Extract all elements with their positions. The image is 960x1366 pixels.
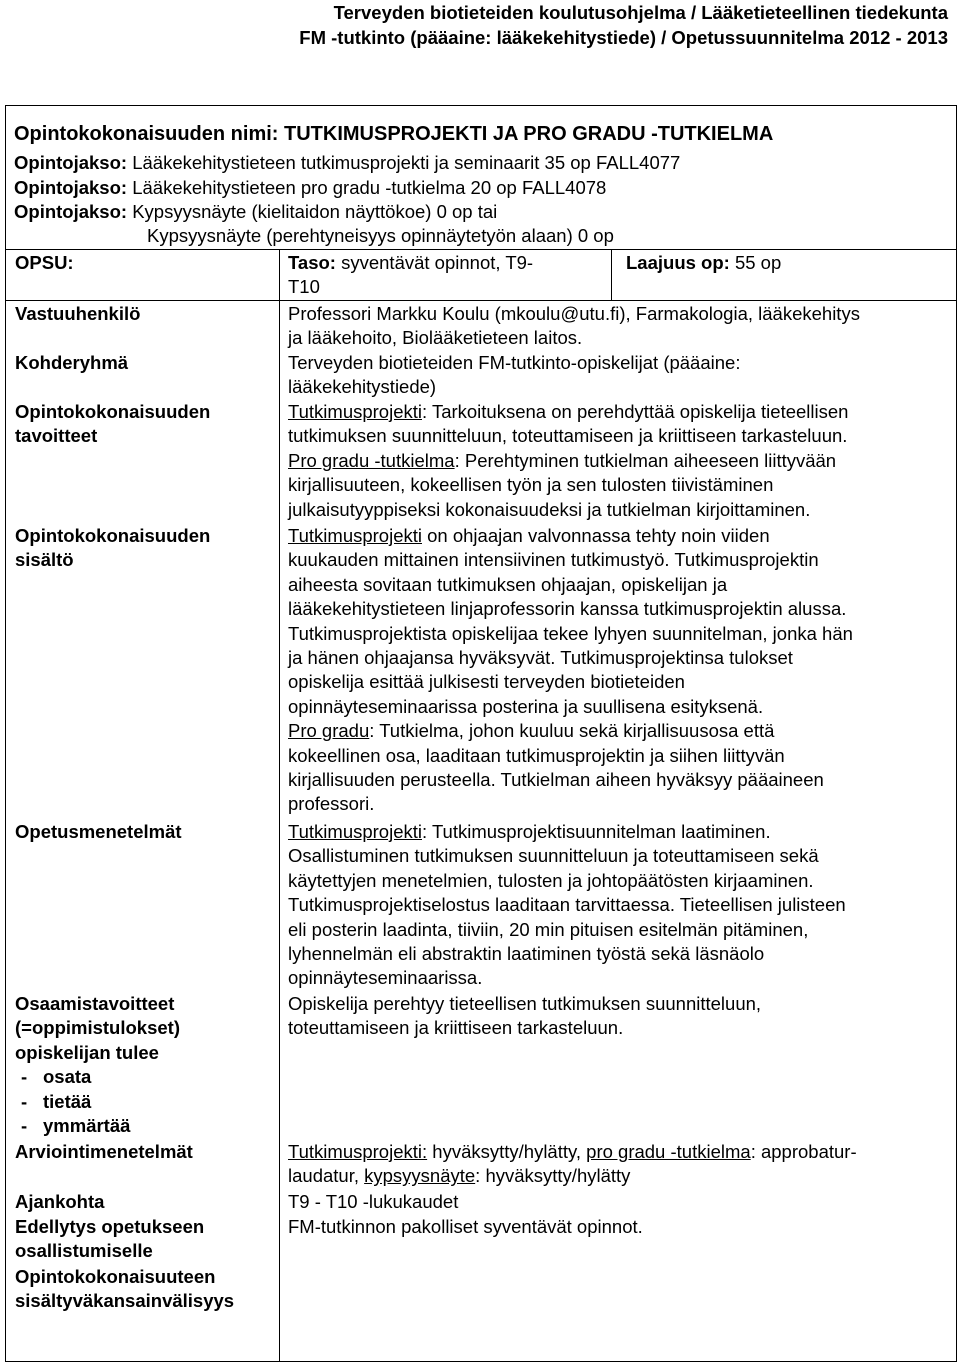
vastuuhenkilo-label: Vastuuhenkilö xyxy=(15,303,141,324)
laajuus-value: 55 op xyxy=(734,252,782,273)
label-line: Opintokokonaisuuden xyxy=(15,401,211,422)
opetus-line xyxy=(288,820,846,844)
course-2: Lääkekehitystieteen pro gradu -tutkielma 20 op FALL4078 xyxy=(132,177,607,198)
kypsyysnayte-term: kypsyysnäyte xyxy=(364,1165,476,1187)
document-header xyxy=(299,0,948,50)
outcome-item: - ymmärtää xyxy=(15,1114,180,1138)
sisalto-line: opiskelija esittää julkisesti terveyden biotieteiden xyxy=(288,671,685,693)
kohderyhma-label: Kohderyhmä xyxy=(15,352,129,373)
tutkimusprojekti-term: Tutkimusprojekti: xyxy=(288,1141,428,1162)
opetus-line: Tutkimusprojektiselostus laaditaan tarvittaessa. Tieteellisen julisteen xyxy=(288,894,846,916)
sisalto-line: kuukauden mittainen intensiivinen tutkimustyö. Tutkimusprojektin xyxy=(288,549,819,571)
tavoitteet-line: kirjallisuuteen, kokeellisen työn ja sen tulosten tiivistäminen xyxy=(288,474,774,496)
tavoitteet-line xyxy=(288,449,848,473)
course-label: Opintojakso: xyxy=(14,152,128,173)
text-span: laudatur, xyxy=(288,1165,359,1187)
osaamis-line: toteuttamiseen ja kriittiseen tarkasteluun. xyxy=(288,1017,624,1039)
row-divider xyxy=(6,300,956,301)
sisalto-line: kokeellinen osa, laaditaan tutkimusprojektin ja siihen liittyvän xyxy=(288,744,785,766)
tavoitteet-line: julkaisutyyppiseksi kokonaisuudeksi ja tutkielman kirjoittaminen. xyxy=(288,498,811,520)
opetusmenetelmat-label: Opetusmenetelmät xyxy=(15,821,182,842)
label-line: Edellytys opetukseen xyxy=(15,1216,205,1237)
edellytys-label xyxy=(15,1215,204,1264)
outcome-item: - osata xyxy=(15,1065,180,1089)
label-line: osallistumiselle xyxy=(15,1240,153,1262)
sisalto-line: ja hänen ohjaajansa hyväksyvät. Tutkimusprojektinsa tulokset xyxy=(288,647,793,669)
text-span: : hyväksytty/hylätty xyxy=(475,1165,631,1187)
laajuus-row xyxy=(626,251,781,275)
text-span: : Tutkimusprojektisuunnitelman laatiminen. xyxy=(422,821,771,842)
text-span: : Tarkoituksena on perehdyttää opiskelija tieteellisen xyxy=(422,401,849,422)
opetusmenetelmat-value xyxy=(288,820,846,991)
outcome-list xyxy=(15,1065,180,1138)
header-line-2: FM -tutkinto (pääaine: lääkekehitystiede) / Opetussuunnitelma 2012 - 2013 xyxy=(299,27,948,48)
vastuuhenkilo-line: Professori Markku Koulu (mkoulu@utu.fi), Farmakologia, lääkekehitys xyxy=(288,303,860,324)
tavoitteet-label xyxy=(15,400,210,449)
ajankohta-label: Ajankohta xyxy=(15,1191,105,1212)
text-span: : Tutkielma, johon kuuluu sekä kirjallisuusosa että xyxy=(369,720,775,742)
arviointi-line xyxy=(288,1140,857,1164)
label-line: Opintokokonaisuuden xyxy=(15,525,211,546)
label-line: sisältö xyxy=(15,549,74,571)
tavoitteet-line: tutkimuksen suunnitteluun, toteuttamiseen ja kriittiseen tarkasteluun. xyxy=(288,425,848,447)
course-3b: Kypsyysnäyte (perehtyneisyys opinnäytetyön alaan) 0 op xyxy=(147,225,614,246)
row-divider xyxy=(6,249,956,250)
opetus-line: Osallistuminen tutkimuksen suunnitteluun ja toteuttamiseen sekä xyxy=(288,845,819,867)
text-span: on ohjaajan valvonnassa tehty noin viiden xyxy=(422,525,770,546)
sisalto-value xyxy=(288,524,853,817)
label-line: opiskelijan tulee xyxy=(15,1041,159,1063)
arviointi-value xyxy=(288,1140,857,1189)
taso-value-2: T10 xyxy=(288,276,320,297)
title-label: Opintokokonaisuuden nimi: xyxy=(14,123,279,145)
kohderyhma-value xyxy=(288,351,740,400)
sisalto-line: opinnäyteseminaarissa posterina ja suullisena esityksenä. xyxy=(288,695,764,717)
column-divider xyxy=(279,249,280,300)
label-line: (=oppimistulokset) xyxy=(15,1017,180,1039)
text-span: : approbatur- xyxy=(750,1141,857,1162)
text-span: : Perehtyminen tutkielman aiheeseen liittyvään xyxy=(454,449,837,471)
course-label: Opintojakso: xyxy=(14,201,128,222)
curriculum-table xyxy=(5,105,957,1362)
label-line: tavoitteet xyxy=(15,425,98,447)
course-row-1 xyxy=(14,151,680,175)
sisalto-line: kirjallisuuden perusteella. Tutkielman aiheen hyväksyy pääaineen xyxy=(288,769,824,791)
sisalto-line: lääkekehitystieteen linjaprofessorin kanssa tutkimusprojektin alussa. xyxy=(288,598,847,620)
tutkimusprojekti-term: Tutkimusprojekti xyxy=(288,821,422,842)
column-divider xyxy=(279,300,280,1361)
label-line: Osaamistavoitteet xyxy=(15,993,175,1014)
sisalto-line xyxy=(288,524,853,548)
kansainvalisyys-label xyxy=(15,1265,234,1314)
label-line: sisältyväkansainvälisyys xyxy=(15,1290,235,1312)
column-divider xyxy=(611,249,612,300)
osaamis-line: Opiskelija perehtyy tieteellisen tutkimuksen suunnitteluun, xyxy=(288,993,762,1014)
sisalto-line xyxy=(288,719,853,743)
opetus-line: opinnäyteseminaarissa. xyxy=(288,967,483,989)
title-value: TUTKIMUSPROJEKTI JA PRO GRADU -TUTKIELMA xyxy=(284,123,774,145)
outcome-item: - tietää xyxy=(15,1090,180,1114)
arviointi-line xyxy=(288,1164,857,1188)
taso-label: Taso: xyxy=(288,252,336,273)
opetus-line: käytettyjen menetelmien, tulosten ja johtopäätösten kirjaaminen. xyxy=(288,869,814,891)
tavoitteet-value xyxy=(288,400,848,522)
vastuuhenkilo-line: ja lääkehoito, Biolääketieteen laitos. xyxy=(288,327,583,349)
tutkimusprojekti-term: Tutkimusprojekti xyxy=(288,525,422,546)
course-row-3 xyxy=(14,200,497,224)
course-row-2 xyxy=(14,176,606,200)
pro-gradu-term: pro gradu -tutkielma xyxy=(586,1141,751,1162)
text-span: hyväksytty/hylätty, xyxy=(427,1141,587,1162)
osaamistavoitteet-value xyxy=(288,992,761,1041)
pro-gradu-term: Pro gradu -tutkielma xyxy=(288,449,455,471)
opetus-line: lyhennelmän eli abstraktin laatiminen työstä sekä läsnäolo xyxy=(288,943,765,965)
kohderyhma-line: lääkekehitystiede) xyxy=(288,376,437,398)
ajankohta-value: T9 - T10 -lukukaudet xyxy=(288,1191,459,1212)
kohderyhma-line: Terveyden biotieteiden FM-tutkinto-opiskelijat (pääaine: xyxy=(288,352,741,373)
title-row xyxy=(14,122,773,146)
course-3a: Kypsyysnäyte (kielitaidon näyttökoe) 0 op tai xyxy=(132,201,498,222)
pro-gradu-term: Pro gradu xyxy=(288,720,370,742)
sisalto-line: Tutkimusprojektista opiskelijaa tekee lyhyen suunnitelman, jonka hän xyxy=(288,622,853,644)
tavoitteet-line xyxy=(288,400,848,424)
edellytys-value: FM-tutkinnon pakolliset syventävät opinnot. xyxy=(288,1216,643,1237)
vastuuhenkilo-value xyxy=(288,302,860,351)
sisalto-label xyxy=(15,524,210,573)
opsu-label: OPSU: xyxy=(15,252,74,273)
course-1: Lääkekehitystieteen tutkimusprojekti ja seminaarit 35 op FALL4077 xyxy=(132,152,681,173)
sisalto-line: professori. xyxy=(288,793,375,815)
label-line: Opintokokonaisuuteen xyxy=(15,1266,216,1287)
opetus-line: eli posterin laadinta, tiiviin, 20 min pituisen esitelmän pitäminen, xyxy=(288,918,809,940)
osaamistavoitteet-label xyxy=(15,992,180,1138)
taso-row xyxy=(288,251,533,275)
header-line-1: Terveyden biotieteiden koulutusohjelma / Lääketieteellinen tiedekunta xyxy=(333,2,948,23)
laajuus-label: Laajuus op: xyxy=(626,252,730,273)
course-label: Opintojakso: xyxy=(14,177,128,198)
taso-value: syventävät opinnot, T9- xyxy=(341,252,534,273)
tutkimusprojekti-term: Tutkimusprojekti xyxy=(288,401,422,422)
sisalto-line: aiheesta sovitaan tutkimuksen ohjaajan, opiskelijan ja xyxy=(288,573,728,595)
arviointi-label: Arviointimenetelmät xyxy=(15,1141,193,1162)
